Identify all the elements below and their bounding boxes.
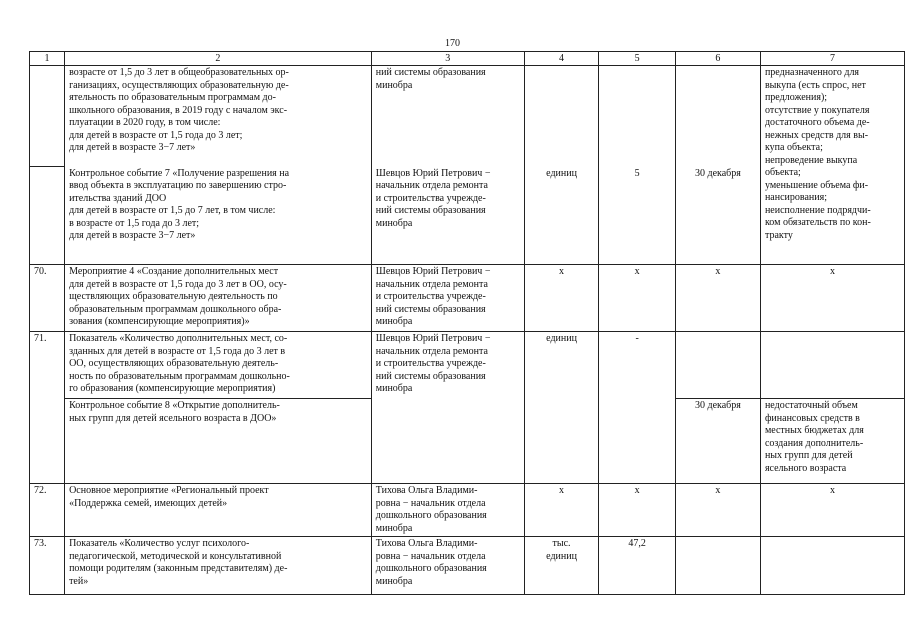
header-row <box>30 52 905 66</box>
risk-cell <box>760 332 904 399</box>
unit-cell: единиц <box>524 332 599 484</box>
description-cell: Показатель «Количество услуг психолого- педагогической, методической и консультативной помощи родителям (законным представителям) де- тей» <box>65 537 372 595</box>
unit-cell: х <box>524 265 599 332</box>
page-number: 170 <box>445 38 460 49</box>
row-number-cell: 72. <box>30 484 65 537</box>
risk-cell: недостаточный объем финансовых средств в местных бюджетах для создания дополнитель- ных групп для детей ясельного возраста <box>760 399 904 484</box>
responsible-cell: ний системы образования минобра <box>371 66 524 167</box>
table-row <box>30 66 905 167</box>
row-number-cell: 70. <box>30 265 65 332</box>
row-number-cell: 73. <box>30 537 65 595</box>
risk-cell: х <box>760 265 904 332</box>
unit-cell: х <box>524 484 599 537</box>
responsible-cell: Тихова Ольга Владими- ровна − начальник отдела дошкольного образования минобра <box>371 484 524 537</box>
table-row <box>30 332 905 399</box>
deadline-cell: х <box>675 484 760 537</box>
value-cell: 47,2 <box>599 537 676 595</box>
table-row <box>30 484 905 537</box>
description-cell: Мероприятие 4 «Создание дополнительных мест для детей в возрасте от 1,5 года до 3 лет в ОО, осу- ществляющих образовательную деятельность по образовательным программам дошкольного обра- зования (компенсирующие мероприятия)» <box>65 265 372 332</box>
table-row <box>30 537 905 595</box>
value-cell: - <box>599 332 676 484</box>
risk-cell: предназначенного для выкупа (есть спрос, нет предложения); отсутствие у покупателя достаточного объема де- нежных средств для вы- купа объекта; непроведение выкупа объекта; уменьшение объема фи- нансирования; неисполнение подрядчи- ком обязательств по кон- тракту <box>760 66 904 265</box>
value-cell <box>599 66 676 167</box>
table-row <box>30 265 905 332</box>
data-table <box>29 51 905 595</box>
header-cell: 5 <box>599 52 676 66</box>
unit-cell: тыс. единиц <box>524 537 599 595</box>
description-cell: Показатель «Количество дополнительных мест, со- зданных для детей в возрасте от 1,5 года до 3 лет в ОО, осуществляющих образовательную деятель- ность по образовательным программам дошкольно- го образования (компенсирующие мероприятия) <box>65 332 372 399</box>
deadline-cell <box>675 537 760 595</box>
unit-cell <box>524 66 599 167</box>
risk-cell <box>760 537 904 595</box>
row-number-cell <box>30 167 65 265</box>
header-cell: 3 <box>371 52 524 66</box>
description-cell: Контрольное событие 8 «Открытие дополнитель- ных групп для детей ясельного возраста в ДОО» <box>65 399 372 484</box>
description-cell: возрасте от 1,5 до 3 лет в общеобразовательных ор- ганизациях, осуществляющих образовательную де- ятельность по образовательным программам до- школьного образования, в 2019 году с началом экс- плуатации в 2020 году, в том числе: для детей в возрасте от 1,5 года до 3 лет; для детей в возрасте 3−7 лет» <box>65 66 372 167</box>
responsible-cell: Шевцов Юрий Петрович − начальник отдела ремонта и строительства учрежде- ний системы образования минобра <box>371 167 524 265</box>
row-number-cell <box>30 66 65 167</box>
header-cell: 2 <box>65 52 372 66</box>
unit-cell: единиц <box>524 167 599 265</box>
description-cell: Контрольное событие 7 «Получение разрешения на ввод объекта в эксплуатацию по завершению стро- ительства зданий ДОО для детей в возрасте от 1,5 до 7 лет, в том числе: в возрасте от 1,5 года до 3 лет; для детей в возрасте 3−7 лет» <box>65 167 372 265</box>
deadline-cell <box>675 66 760 167</box>
value-cell: х <box>599 265 676 332</box>
responsible-cell: Шевцов Юрий Петрович − начальник отдела ремонта и строительства учрежде- ний системы образования минобра <box>371 332 524 484</box>
deadline-cell: 30 декабря <box>675 167 760 265</box>
header-cell: 1 <box>30 52 65 66</box>
risk-cell: х <box>760 484 904 537</box>
row-number-cell: 71. <box>30 332 65 484</box>
responsible-cell: Тихова Ольга Владими- ровна − начальник отдела дошкольного образования минобра <box>371 537 524 595</box>
value-cell: 5 <box>599 167 676 265</box>
value-cell: х <box>599 484 676 537</box>
description-cell: Основное мероприятие «Региональный проект «Поддержка семей, имеющих детей» <box>65 484 372 537</box>
deadline-cell: х <box>675 265 760 332</box>
deadline-cell: 30 декабря <box>675 399 760 484</box>
header-cell: 7 <box>760 52 904 66</box>
header-cell: 4 <box>524 52 599 66</box>
responsible-cell: Шевцов Юрий Петрович − начальник отдела ремонта и строительства учрежде- ний системы образования минобра <box>371 265 524 332</box>
deadline-cell <box>675 332 760 399</box>
header-cell: 6 <box>675 52 760 66</box>
